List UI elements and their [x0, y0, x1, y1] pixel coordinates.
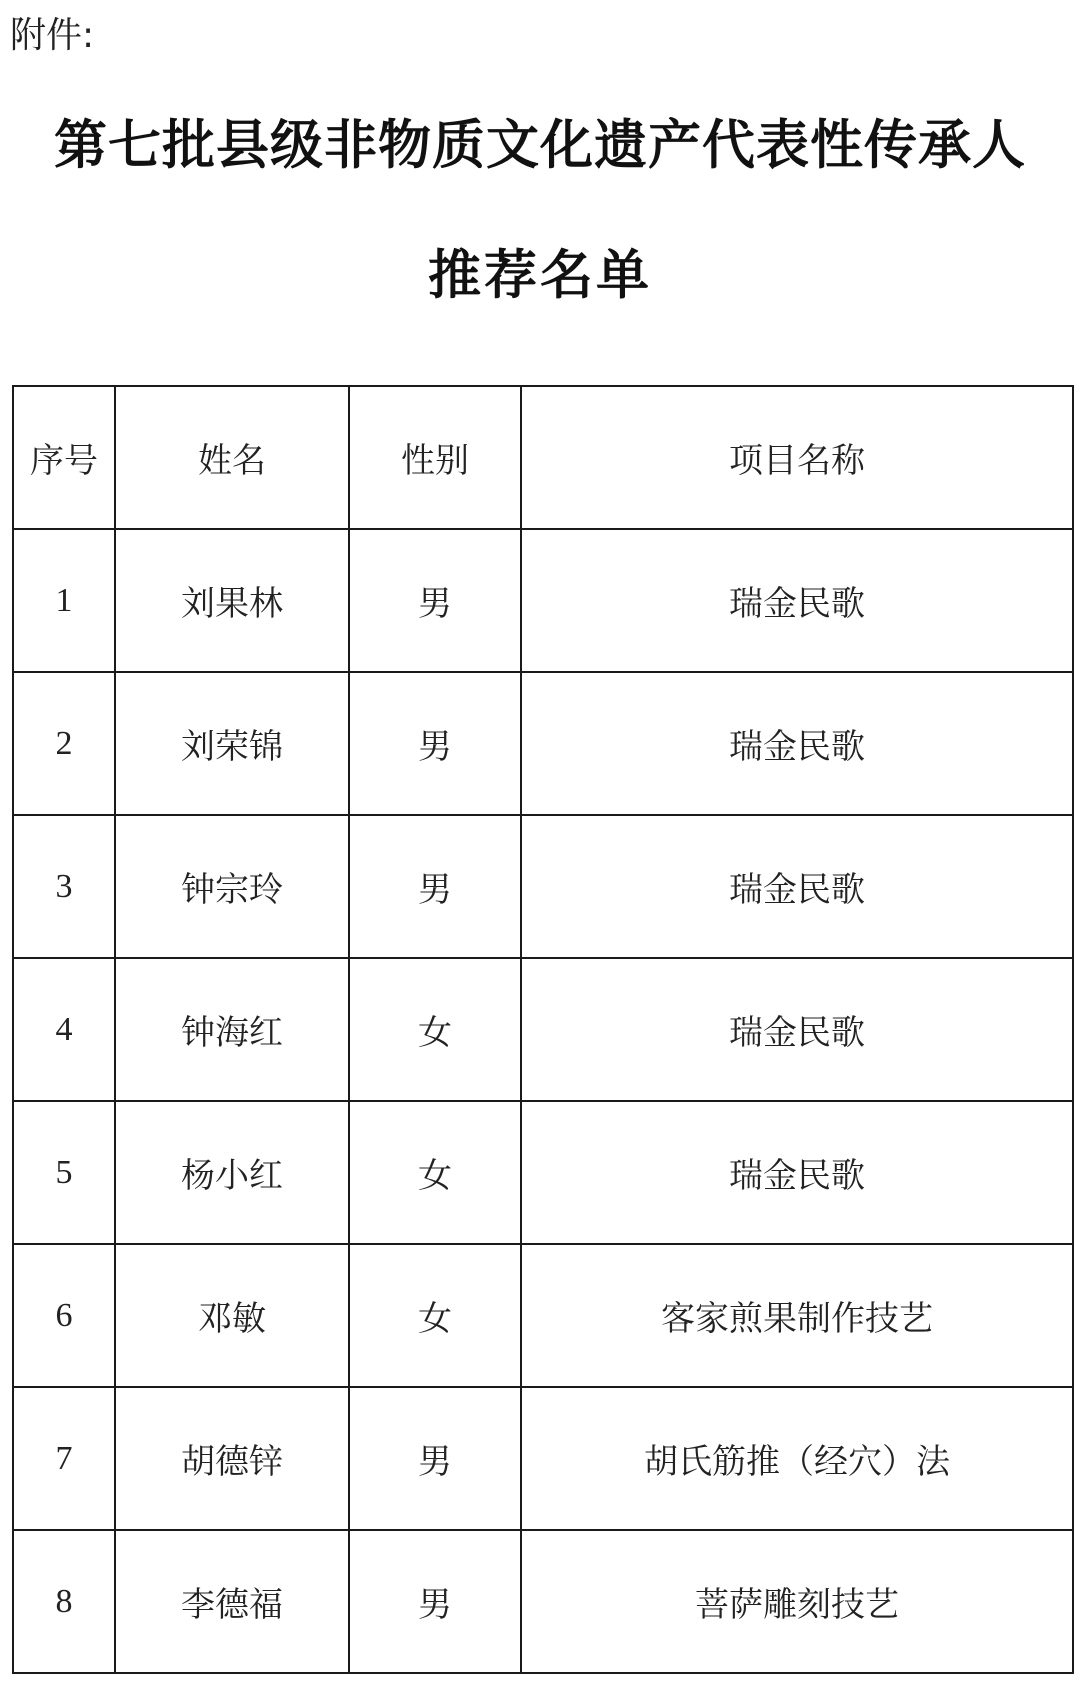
row-gender: 女 — [349, 958, 521, 1101]
row-seq: 5 — [13, 1101, 115, 1244]
row-project: 瑞金民歌 — [521, 529, 1073, 672]
row-gender: 男 — [349, 1387, 521, 1530]
row-seq: 2 — [13, 672, 115, 815]
table-row — [13, 1244, 1073, 1387]
row-gender: 男 — [349, 1530, 521, 1673]
header-seq: 序号 — [13, 386, 115, 529]
header-gender: 性别 — [349, 386, 521, 529]
row-project: 瑞金民歌 — [521, 672, 1073, 815]
header-project: 项目名称 — [521, 386, 1073, 529]
row-name: 胡德锌 — [115, 1387, 349, 1530]
row-seq: 3 — [13, 815, 115, 958]
row-name: 李德福 — [115, 1530, 349, 1673]
row-project: 客家煎果制作技艺 — [521, 1244, 1073, 1387]
row-gender: 男 — [349, 529, 521, 672]
row-seq: 4 — [13, 958, 115, 1101]
row-project: 瑞金民歌 — [521, 1101, 1073, 1244]
table-row — [13, 1101, 1073, 1244]
row-name: 刘荣锦 — [115, 672, 349, 815]
table-header-row — [13, 386, 1073, 529]
row-seq: 1 — [13, 529, 115, 672]
row-gender: 男 — [349, 815, 521, 958]
attachment-label: 附件: — [10, 15, 95, 56]
table-row — [13, 815, 1073, 958]
row-project: 瑞金民歌 — [521, 815, 1073, 958]
table-row — [13, 672, 1073, 815]
row-name: 钟海红 — [115, 958, 349, 1101]
row-gender: 女 — [349, 1244, 521, 1387]
row-project: 胡氏筋推（经穴）法 — [521, 1387, 1073, 1530]
table-row — [13, 958, 1073, 1101]
row-name: 邓敏 — [115, 1244, 349, 1387]
row-seq: 8 — [13, 1530, 115, 1673]
header-name: 姓名 — [115, 386, 349, 529]
row-gender: 女 — [349, 1101, 521, 1244]
table-row — [13, 1387, 1073, 1530]
row-project: 菩萨雕刻技艺 — [521, 1530, 1073, 1673]
row-name: 杨小红 — [115, 1101, 349, 1244]
row-seq: 6 — [13, 1244, 115, 1387]
table-row — [13, 1530, 1073, 1673]
row-gender: 男 — [349, 672, 521, 815]
row-name: 钟宗玲 — [115, 815, 349, 958]
document-title-line-1: 第七批县级非物质文化遗产代表性传承人 — [54, 115, 1026, 176]
row-project: 瑞金民歌 — [521, 958, 1073, 1101]
table-row — [13, 529, 1073, 672]
row-seq: 7 — [13, 1387, 115, 1530]
inheritor-table — [12, 385, 1074, 1674]
row-name: 刘果林 — [115, 529, 349, 672]
document-title-line-2: 推荐名单 — [428, 245, 652, 306]
